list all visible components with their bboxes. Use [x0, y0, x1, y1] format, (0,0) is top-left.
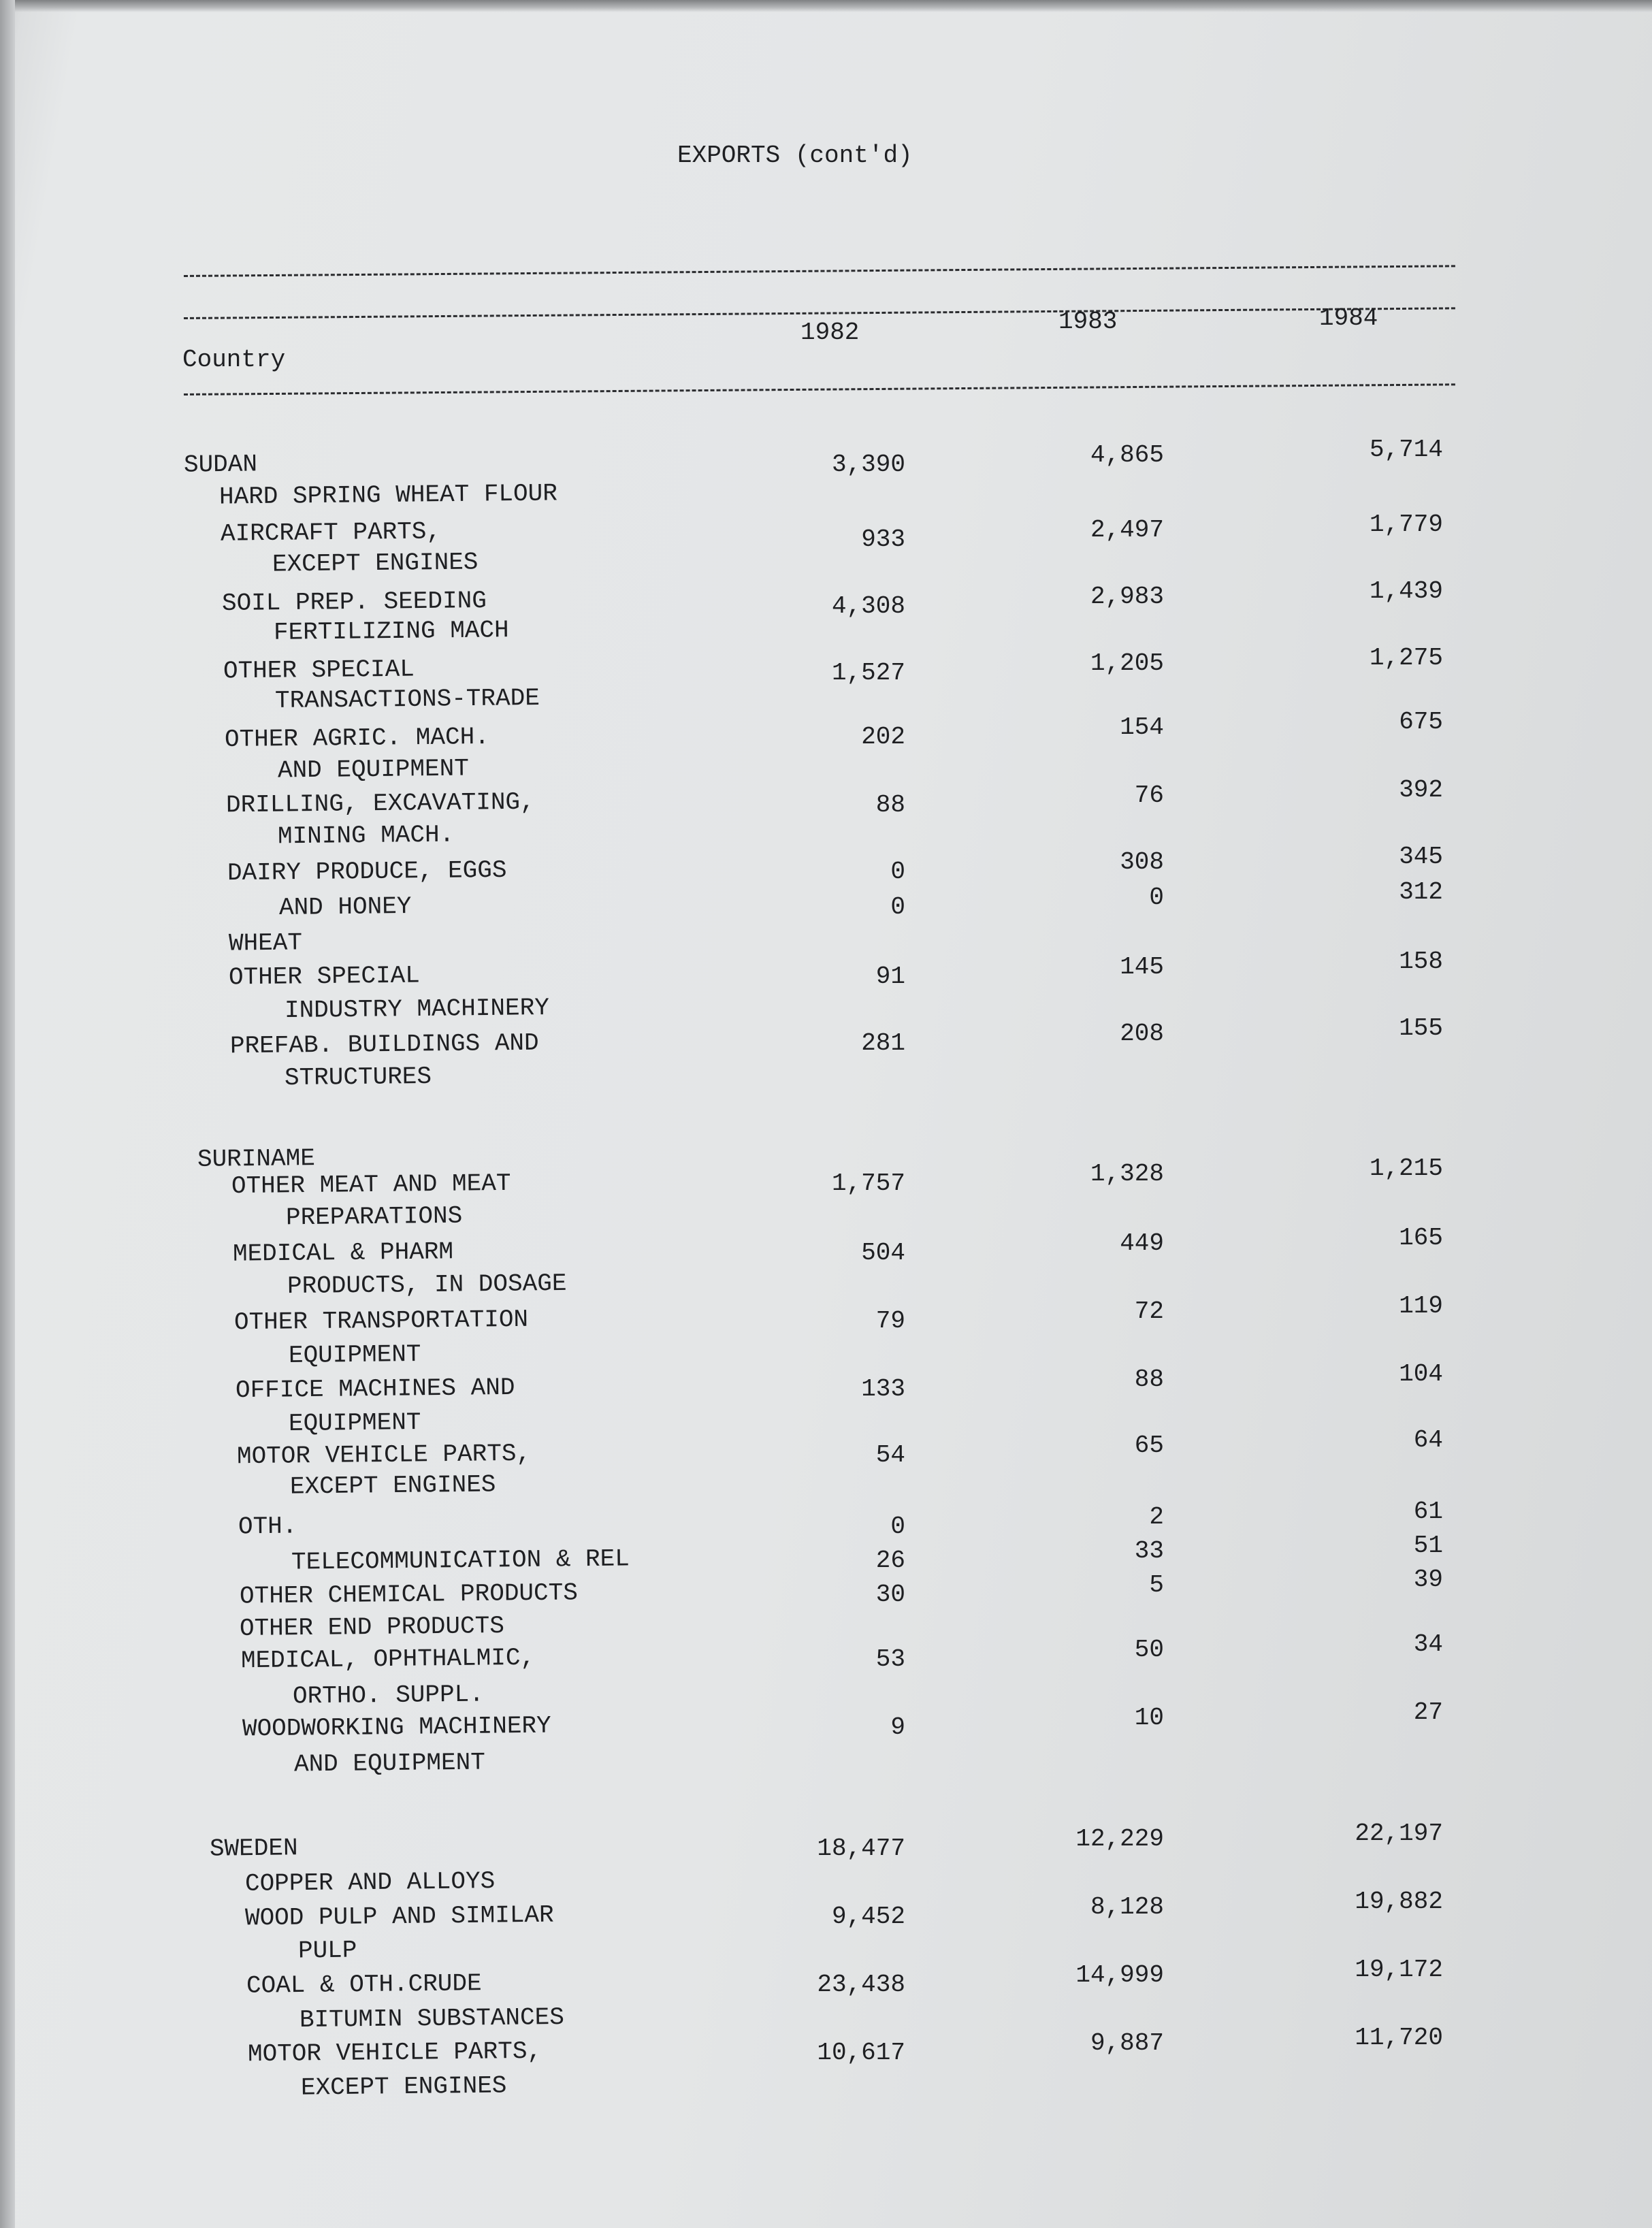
row-label: HARD SPRING WHEAT FLOUR	[218, 479, 558, 511]
row-value-1982: 504	[861, 1239, 905, 1267]
rule-top	[184, 265, 1455, 277]
row-value-1982: 26	[875, 1547, 905, 1575]
row-value-1984: 165	[1399, 1224, 1443, 1252]
row-label: EXCEPT ENGINES	[289, 1470, 496, 1501]
row-value-1983: 72	[1134, 1297, 1164, 1325]
row-label: TRANSACTIONS-TRADE	[274, 683, 540, 715]
row-value-1983: 8,128	[1090, 1893, 1164, 1921]
row-value-1984: 119	[1399, 1292, 1443, 1320]
row-value-1983: 2	[1149, 1503, 1164, 1531]
row-label: MOTOR VEHICLE PARTS,	[236, 1439, 532, 1471]
row-value-1982: 933	[861, 526, 905, 553]
row-value-1983: 2,983	[1090, 583, 1164, 611]
row-label: BITUMIN SUBSTANCES	[299, 2003, 565, 2035]
row-value-1984: 34	[1413, 1630, 1443, 1658]
row-label: INDUSTRY MACHINERY	[284, 993, 550, 1025]
row-value-1982: 9,452	[831, 1903, 905, 1931]
row-value-1984: 11,720	[1355, 2024, 1443, 2052]
row-value-1983: 65	[1134, 1432, 1164, 1459]
row-value-1982: 18,477	[817, 1835, 905, 1862]
row-label: SOIL PREP. SEEDING	[221, 586, 487, 618]
row-value-1984: 158	[1399, 948, 1443, 975]
row-label: OTHER AGRIC. MACH.	[224, 722, 490, 754]
row-value-1984: 19,882	[1355, 1888, 1443, 1916]
row-value-1982: 1,757	[831, 1169, 905, 1197]
row-label: PULP	[297, 1936, 357, 1965]
row-label: AND EQUIPMENT	[293, 1748, 486, 1779]
row-value-1982: 0	[890, 858, 905, 886]
row-value-1982: 79	[875, 1307, 905, 1335]
row-label: WOODWORKING MACHINERY	[242, 1711, 551, 1743]
row-value-1984: 104	[1399, 1360, 1443, 1388]
row-value-1982: 91	[875, 963, 905, 990]
row-value-1983: 10	[1134, 1704, 1164, 1732]
header-1984: 1984	[1319, 304, 1378, 332]
row-value-1983: 154	[1120, 713, 1164, 741]
row-value-1982: 88	[875, 791, 905, 819]
row-value-1983: 5	[1149, 1571, 1164, 1599]
row-label: COAL & OTH.CRUDE	[246, 1969, 482, 2000]
row-label: STRUCTURES	[284, 1062, 432, 1093]
row-label: EXCEPT ENGINES	[300, 2071, 507, 2102]
row-label: SURINAME	[197, 1144, 316, 1174]
row-value-1982: 202	[861, 723, 905, 751]
row-value-1984: 1,779	[1369, 511, 1443, 538]
row-value-1983: 208	[1120, 1020, 1164, 1048]
page-binding-edge	[0, 0, 15, 2228]
row-label: PREPARATIONS	[285, 1201, 463, 1232]
header-1982: 1982	[800, 319, 860, 346]
row-label: SUDAN	[183, 450, 258, 479]
row-value-1984: 1,275	[1369, 644, 1443, 672]
row-value-1984: 345	[1399, 843, 1443, 871]
row-value-1983: 33	[1134, 1537, 1164, 1565]
row-value-1982: 30	[875, 1581, 905, 1609]
row-label: ORTHO. SUPPL.	[292, 1680, 485, 1711]
row-label: AND HONEY	[278, 892, 412, 922]
row-value-1983: 308	[1120, 848, 1164, 876]
row-label: SWEDEN	[209, 1834, 298, 1863]
row-label: MOTOR VEHICLE PARTS,	[247, 2037, 542, 2069]
row-value-1984: 64	[1413, 1426, 1443, 1454]
rule-header-top	[184, 307, 1455, 319]
row-value-1983: 88	[1134, 1366, 1164, 1393]
row-label: WOOD PULP AND SIMILAR	[244, 1901, 554, 1933]
row-value-1984: 1,439	[1369, 577, 1443, 605]
row-value-1984: 19,172	[1355, 1956, 1443, 1984]
row-label: COPPER AND ALLOYS	[244, 1867, 496, 1898]
row-label: OTHER SPECIAL	[223, 655, 415, 685]
row-value-1983: 1,205	[1090, 649, 1164, 677]
row-value-1982: 281	[861, 1029, 905, 1057]
header-country: Country	[182, 346, 286, 374]
row-label: OTHER TRANSPORTATION	[233, 1305, 529, 1337]
row-label: OTHER SPECIAL	[228, 961, 421, 992]
page-title: EXPORTS (cont'd)	[677, 142, 913, 169]
row-label: AIRCRAFT PARTS,	[220, 517, 442, 548]
row-label: PREFAB. BUILDINGS AND	[229, 1029, 539, 1061]
row-value-1983: 2,497	[1090, 516, 1164, 544]
row-value-1983: 449	[1120, 1229, 1164, 1257]
row-value-1983: 1,328	[1090, 1160, 1164, 1188]
row-value-1984: 155	[1399, 1014, 1443, 1042]
row-value-1982: 0	[890, 1513, 905, 1540]
row-value-1982: 0	[890, 893, 905, 921]
row-label: DAIRY PRODUCE, EGGS	[227, 856, 507, 888]
row-label: TELECOMMUNICATION & REL	[291, 1545, 630, 1577]
row-label: MEDICAL, OPHTHALMIC,	[240, 1643, 536, 1675]
row-value-1984: 312	[1399, 878, 1443, 906]
header-1983: 1983	[1058, 308, 1118, 336]
row-value-1984: 392	[1399, 776, 1443, 804]
row-value-1983: 14,999	[1075, 1961, 1164, 1989]
row-value-1984: 675	[1399, 708, 1443, 736]
row-label: PRODUCTS, IN DOSAGE	[287, 1269, 567, 1301]
row-value-1982: 54	[875, 1441, 905, 1469]
row-label: EQUIPMENT	[288, 1408, 421, 1438]
row-value-1984: 39	[1413, 1566, 1443, 1594]
row-value-1983: 145	[1120, 953, 1164, 981]
row-value-1983: 4,865	[1090, 441, 1164, 469]
page-top-shadow	[0, 0, 1652, 12]
row-label: OTHER MEAT AND MEAT	[231, 1169, 511, 1201]
row-value-1983: 76	[1134, 781, 1164, 809]
row-value-1984: 1,215	[1369, 1155, 1443, 1182]
row-label: OTHER END PRODUCTS	[239, 1611, 505, 1643]
row-value-1984: 22,197	[1355, 1820, 1443, 1847]
row-value-1983: 50	[1134, 1636, 1164, 1664]
row-value-1984: 61	[1413, 1498, 1443, 1525]
row-value-1982: 53	[875, 1645, 905, 1673]
row-value-1982: 1,527	[831, 659, 905, 687]
row-value-1984: 27	[1413, 1698, 1443, 1726]
row-label: WHEAT	[228, 929, 303, 958]
row-label: OTHER CHEMICAL PRODUCTS	[239, 1579, 579, 1611]
row-label: OFFICE MACHINES AND	[235, 1373, 515, 1405]
row-value-1983: 12,229	[1075, 1825, 1164, 1853]
row-value-1984: 5,714	[1369, 436, 1443, 464]
row-value-1983: 0	[1149, 884, 1164, 911]
row-label: OTH.	[238, 1512, 297, 1541]
row-label: EQUIPMENT	[288, 1340, 421, 1370]
row-label: EXCEPT ENGINES	[272, 548, 479, 579]
row-value-1984: 51	[1413, 1532, 1443, 1560]
row-label: MINING MACH.	[277, 820, 455, 851]
row-value-1983: 9,887	[1090, 2029, 1164, 2057]
row-value-1982: 4,308	[831, 592, 905, 620]
row-label: FERTILIZING MACH	[273, 616, 509, 647]
row-value-1982: 10,617	[817, 2039, 905, 2067]
row-value-1982: 23,438	[817, 1971, 905, 1999]
row-label: DRILLING, EXCAVATING,	[225, 788, 535, 820]
row-label: MEDICAL & PHARM	[232, 1238, 454, 1268]
row-label: AND EQUIPMENT	[277, 754, 470, 785]
row-value-1982: 9	[890, 1713, 905, 1741]
rule-header-bottom	[184, 383, 1455, 395]
row-value-1982: 3,390	[831, 451, 905, 479]
row-value-1982: 133	[861, 1375, 905, 1403]
